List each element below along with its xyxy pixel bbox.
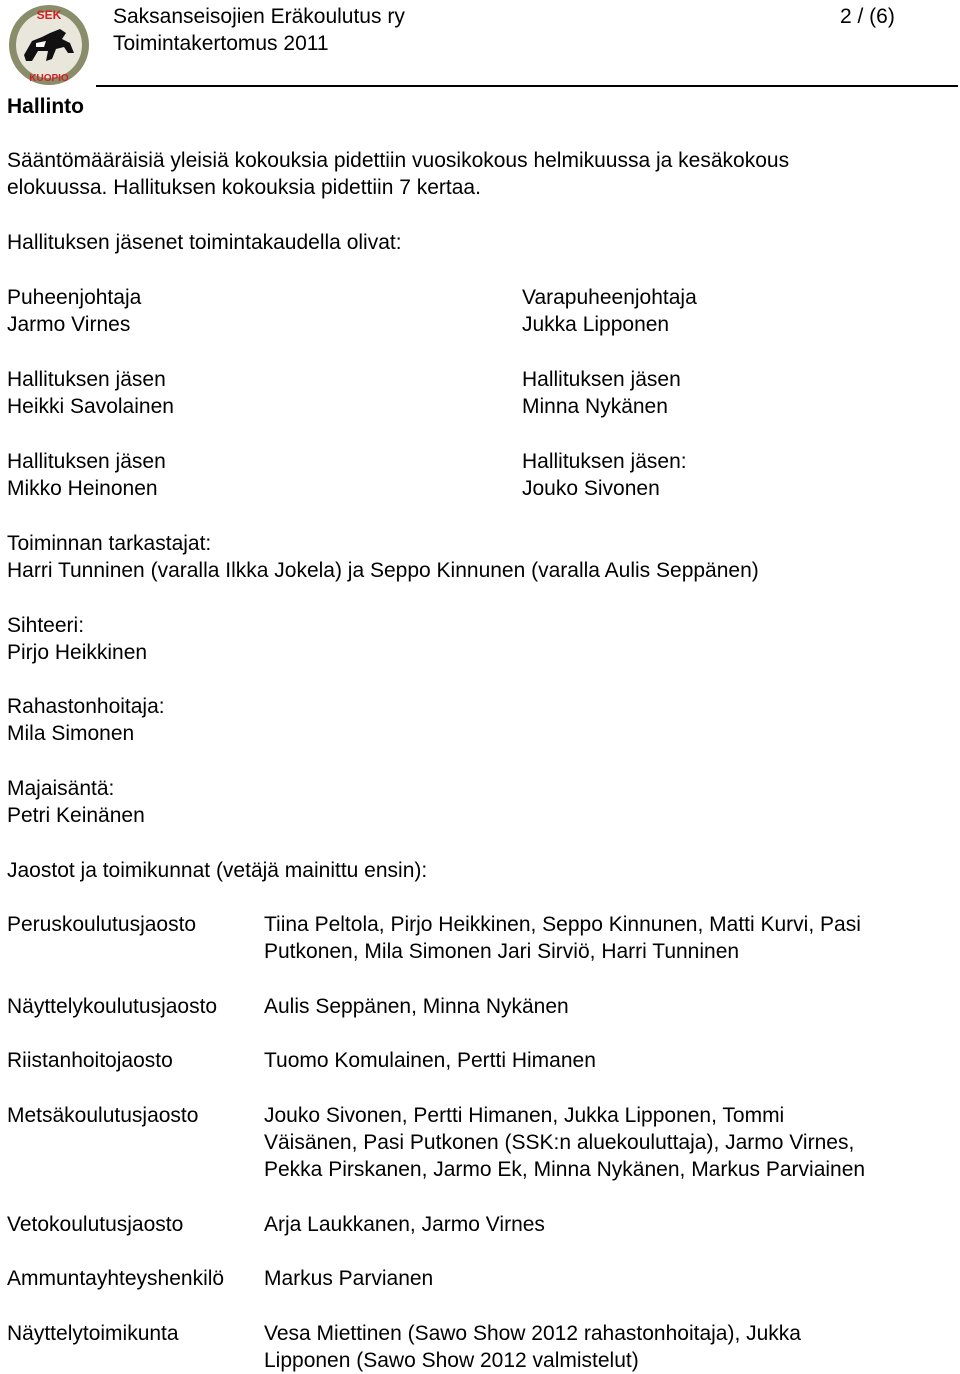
board-name: Jarmo Virnes: [7, 313, 131, 336]
committee-name: Näyttelytoimikunta: [7, 1322, 179, 1345]
committee-members: Väisänen, Pasi Putkonen (SSK:n aluekouluttaja), Jarmo Virnes,: [264, 1131, 855, 1154]
official-value: Pirjo Heikkinen: [7, 641, 148, 664]
board-name: Jouko Sivonen: [522, 477, 660, 500]
section-title: Hallinto: [7, 95, 84, 118]
official-value: Mila Simonen: [7, 722, 135, 745]
board-role: Puheenjohtaja: [7, 286, 142, 309]
committee-members: Pekka Pirskanen, Jarmo Ek, Minna Nykänen, Markus Parviainen: [264, 1158, 866, 1181]
committee-members: Lipponen (Sawo Show 2012 valmistelut): [264, 1349, 639, 1372]
logo-top-text: SEK: [36, 8, 62, 22]
board-name: Mikko Heinonen: [7, 477, 158, 500]
official-value: Petri Keinänen: [7, 804, 145, 827]
board-role: Varapuheenjohtaja: [522, 286, 697, 309]
board-name: Heikki Savolainen: [7, 395, 174, 418]
committee-name: Peruskoulutusjaosto: [7, 913, 197, 936]
committee-members: Tuomo Komulainen, Pertti Himanen: [264, 1049, 596, 1072]
official-value: Harri Tunninen (varalla Ilkka Jokela) ja Seppo Kinnunen (varalla Aulis Seppänen): [7, 559, 759, 582]
board-role: Hallituksen jäsen: [522, 368, 681, 391]
committee-members: Jouko Sivonen, Pertti Himanen, Jukka Lipponen, Tommi: [264, 1104, 785, 1127]
official-label: Rahastonhoitaja:: [7, 695, 165, 718]
board-role: Hallituksen jäsen:: [522, 450, 687, 473]
committee-name: Metsäkoulutusjaosto: [7, 1104, 199, 1127]
header-org: Saksanseisojien Eräkoulutus ry: [113, 5, 405, 28]
committee-members: Markus Parvianen: [264, 1267, 434, 1290]
board-name: Minna Nykänen: [522, 395, 668, 418]
committee-members: Aulis Seppänen, Minna Nykänen: [264, 995, 569, 1018]
committee-name: Näyttelykoulutusjaosto: [7, 995, 218, 1018]
committee-name: Riistanhoitojaosto: [7, 1049, 173, 1072]
official-label: Toiminnan tarkastajat:: [7, 532, 212, 555]
page-number: 2 / (6): [840, 5, 895, 28]
logo-bottom-text: KUOPIO: [29, 73, 69, 84]
intro-line-2: elokuussa. Hallituksen kokouksia pidettiin 7 kertaa.: [7, 176, 481, 199]
committee-members: Putkonen, Mila Simonen Jari Sirviö, Harri Tunninen: [264, 940, 740, 963]
committee-members: Arja Laukkanen, Jarmo Virnes: [264, 1213, 545, 1236]
official-label: Majaisäntä:: [7, 777, 115, 800]
intro-line-1: Sääntömääräisiä yleisiä kokouksia pidettiin vuosikokous helmikuussa ja kesäkokous: [7, 149, 790, 172]
committee-members: Vesa Miettinen (Sawo Show 2012 rahastonhoitaja), Jukka: [264, 1322, 801, 1345]
board-name: Jukka Lipponen: [522, 313, 670, 336]
committee-name: Vetokoulutusjaosto: [7, 1213, 184, 1236]
header-rule: [96, 85, 958, 87]
committee-name: Ammuntayhteyshenkilö: [7, 1267, 225, 1290]
board-role: Hallituksen jäsen: [7, 368, 166, 391]
committee-members: Tiina Peltola, Pirjo Heikkinen, Seppo Kinnunen, Matti Kurvi, Pasi: [264, 913, 861, 936]
board-heading: Hallituksen jäsenet toimintakaudella olivat:: [7, 231, 402, 254]
board-role: Hallituksen jäsen: [7, 450, 166, 473]
official-label: Sihteeri:: [7, 614, 85, 637]
sek-kuopio-logo: [6, 3, 92, 87]
header-doc-title: Toimintakertomus 2011: [113, 32, 329, 55]
committees-heading: Jaostot ja toimikunnat (vetäjä mainittu ensin):: [7, 859, 428, 882]
